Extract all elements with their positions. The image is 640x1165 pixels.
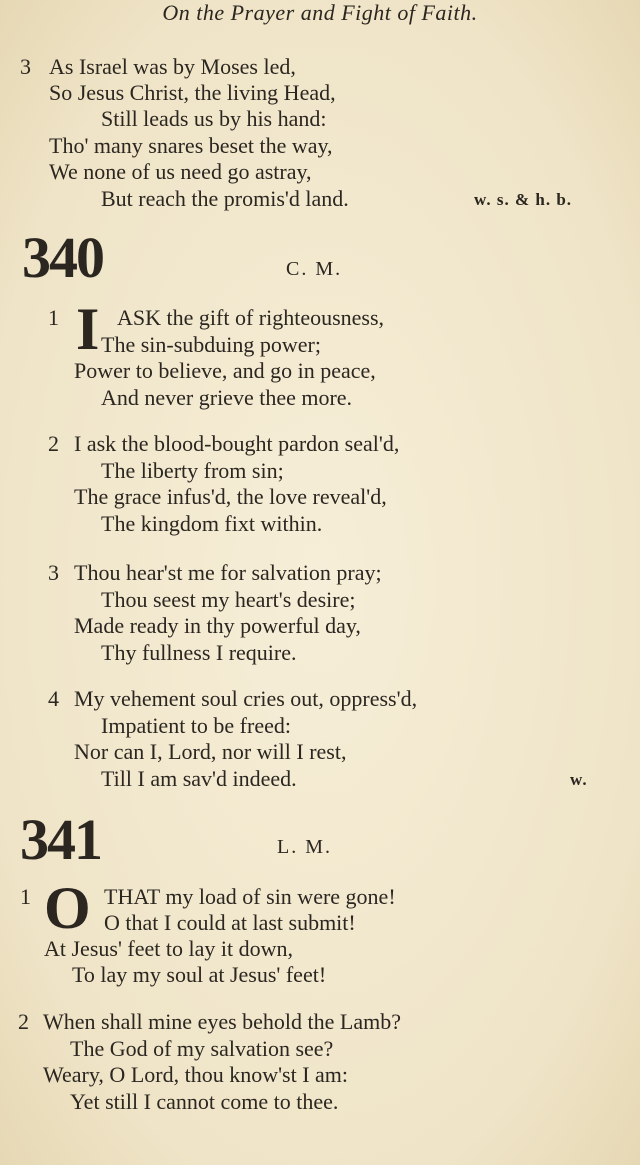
verse-line: And never grieve thee more. <box>101 385 353 410</box>
verse-number: 2 <box>48 431 59 456</box>
verse-line: So Jesus Christ, the living Head, <box>49 80 336 105</box>
verse-line: My vehement soul cries out, oppress'd, <box>74 686 418 711</box>
verse-line: We none of us need go astray, <box>49 159 312 184</box>
verse-line: The kingdom fixt within. <box>101 511 323 536</box>
verse-line: Till I am sav'd indeed. <box>101 766 297 791</box>
verse-number: 1 <box>20 884 31 909</box>
verse-line: Power to believe, and go in peace, <box>74 358 376 383</box>
verse-line: I ask the blood-bought pardon seal'd, <box>74 431 400 456</box>
verse-line: The liberty from sin; <box>101 458 284 483</box>
verse-line: The grace infus'd, the love reveal'd, <box>74 484 387 509</box>
hymn-number: 341 <box>20 807 101 872</box>
verse-line: But reach the promis'd land. <box>101 186 349 211</box>
verse-line: As Israel was by Moses led, <box>49 54 296 79</box>
verse-number: 3 <box>48 560 59 585</box>
verse-line: Made ready in thy powerful day, <box>74 613 361 638</box>
verse-number: 2 <box>18 1009 29 1034</box>
verse-line: O that I could at last submit! <box>104 910 356 935</box>
verse-line: ASK the gift of righteousness, <box>117 305 385 330</box>
verse-line: The sin-subduing power; <box>101 332 321 357</box>
verse-number: 3 <box>20 54 31 79</box>
verse-number: 1 <box>48 305 59 330</box>
verse-number: 4 <box>48 686 59 711</box>
verse-line: Thou hear'st me for salvation pray; <box>74 560 382 585</box>
verse-line: Thou seest my heart's desire; <box>101 587 356 612</box>
verse-line: THAT my load of sin were gone! <box>104 884 396 909</box>
verse-line: Thy fullness I require. <box>101 640 297 665</box>
verse-line: Impatient to be freed: <box>101 713 291 738</box>
hymn-number: 340 <box>22 225 103 290</box>
verse-line: Yet still I cannot come to thee. <box>70 1089 339 1114</box>
verse-line: The God of my salvation see? <box>70 1036 334 1061</box>
verse-line: Nor can I, Lord, nor will I rest, <box>74 739 347 764</box>
verse-line: Weary, O Lord, thou know'st I am: <box>43 1062 349 1087</box>
drop-cap: O <box>44 875 91 941</box>
verse-line: When shall mine eyes behold the Lamb? <box>43 1009 401 1034</box>
verse-line: At Jesus' feet to lay it down, <box>44 936 293 961</box>
hymn-meter: L. M. <box>277 836 332 858</box>
author-initials: w. s. & h. b. <box>474 190 573 209</box>
hymn-meter: C. M. <box>286 258 343 280</box>
verse-line: Still leads us by his hand: <box>101 106 327 131</box>
drop-cap: I <box>76 296 100 362</box>
verse-line: Tho' many snares beset the way, <box>49 133 333 158</box>
running-header: On the Prayer and Fight of Faith. <box>162 0 478 25</box>
author-initials: w. <box>570 770 588 789</box>
verse-line: To lay my soul at Jesus' feet! <box>72 962 327 987</box>
